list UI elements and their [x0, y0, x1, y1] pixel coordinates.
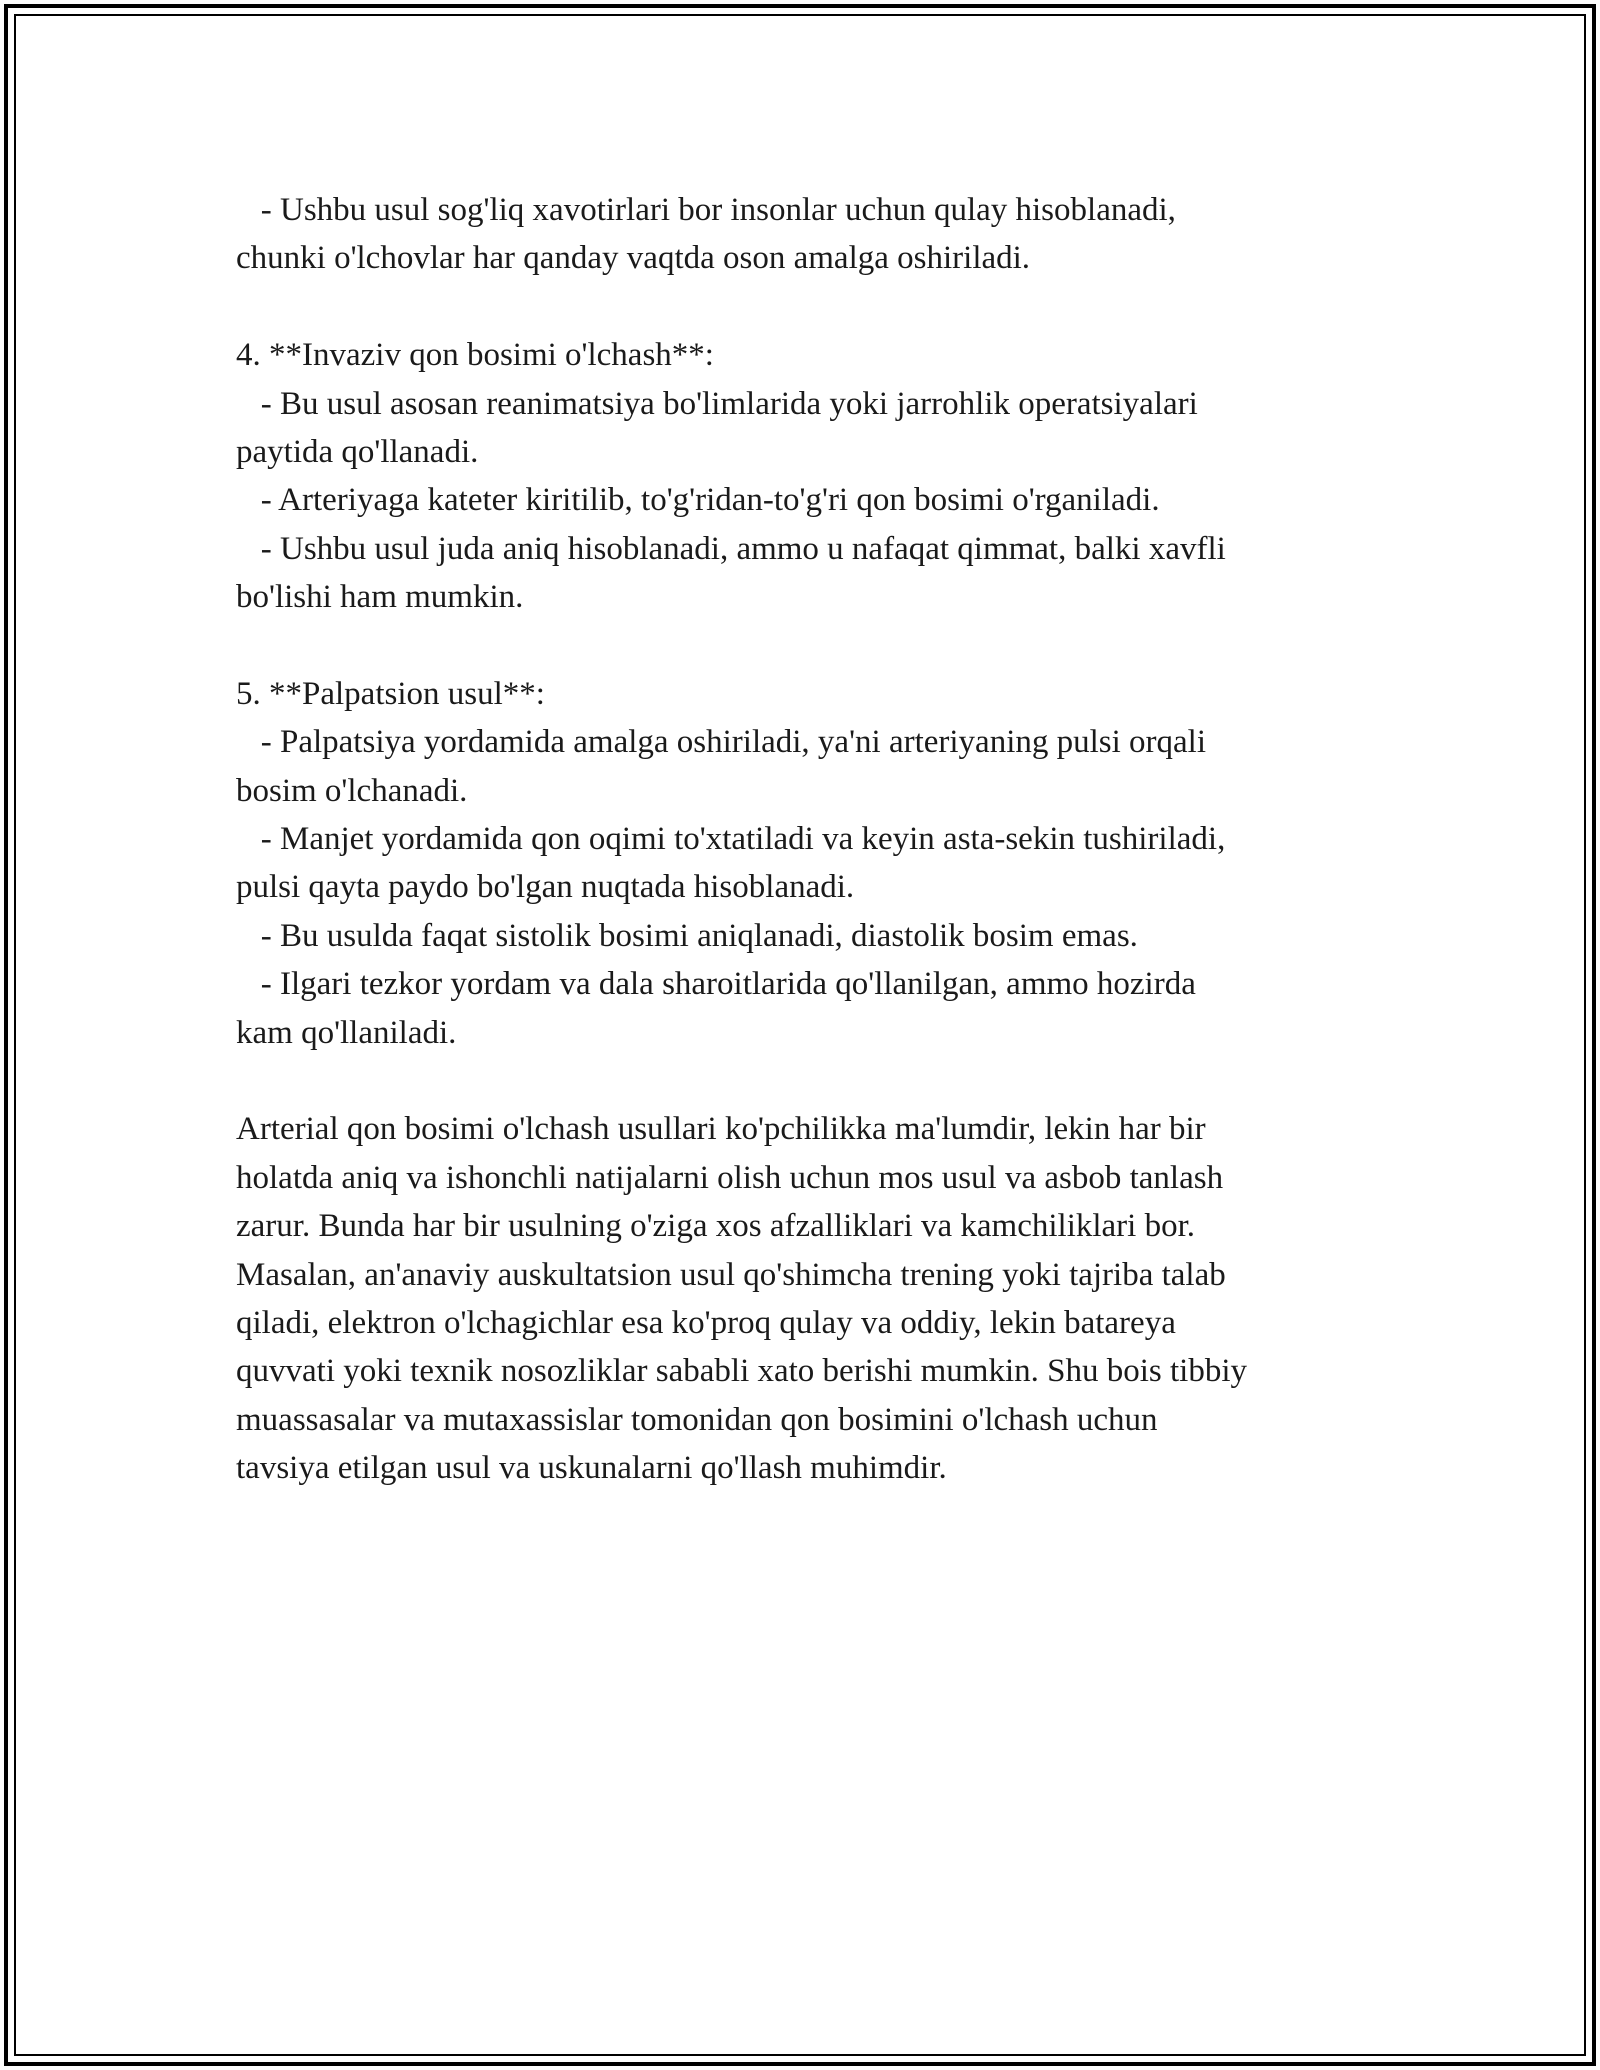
section-heading: 5. **Palpatsion usul**:: [236, 675, 545, 712]
text-line: chunki o'lchovlar har qanday vaqtda oson amalga oshiriladi.: [236, 240, 1031, 277]
text-line: - Ushbu usul juda aniq hisoblanadi, ammo u nafaqat qimmat, balki xavfli: [236, 530, 1226, 567]
paragraph-line: Arterial qon bosimi o'lchash usullari ko'pchilikka ma'lumdir, lekin har bir: [236, 1111, 1206, 1148]
paragraph-line: quvvati yoki texnik nosozliklar sababli xato berishi mumkin. Shu bois tibbiy: [236, 1353, 1247, 1390]
text-line: - Manjet yordamida qon oqimi to'xtatiladi va keyin asta-sekin tushiriladi,: [236, 821, 1226, 858]
text-line: pulsi qayta paydo bo'lgan nuqtada hisoblanadi.: [236, 869, 855, 906]
paragraph-line: Masalan, an'anaviy auskultatsion usul qo'shimcha trening yoki tajriba talab: [236, 1256, 1226, 1293]
text-line: - Ushbu usul sog'liq xavotirlari bor insonlar uchun qulay hisoblanadi,: [236, 192, 1176, 228]
text-line: bo'lishi ham mumkin.: [236, 579, 524, 616]
text-line: kam qo'llaniladi.: [236, 1014, 457, 1051]
blank-line: [236, 283, 1386, 331]
blank-line: [236, 1057, 1386, 1105]
text-line: - Ilgari tezkor yordam va dala sharoitlarida qo'llanilgan, ammo hozirda: [236, 966, 1196, 1003]
text-line: - Palpatsiya yordamida amalga oshiriladi, ya'ni arteriyaning pulsi orqali: [236, 724, 1207, 761]
paragraph-line: zarur. Bunda har bir usulning o'ziga xos afzalliklari va kamchiliklari bor.: [236, 1208, 1195, 1245]
text-line: - Bu usulda faqat sistolik bosimi aniqlanadi, diastolik bosim emas.: [236, 917, 1138, 954]
paragraph-line: holatda aniq va ishonchli natijalarni olish uchun mos usul va asbob tanlash: [236, 1159, 1224, 1196]
text-line: paytida qo'llanadi.: [236, 433, 479, 470]
document-body: [236, 186, 1386, 1493]
section-heading: 4. **Invaziv qon bosimi o'lchash**:: [236, 337, 714, 374]
blank-line: [236, 622, 1386, 670]
text-line: - Arteriyaga kateter kiritilib, to'g'ridan-to'g'ri qon bosimi o'rganiladi.: [236, 482, 1160, 519]
text-line: bosim o'lchanadi.: [236, 772, 468, 809]
paragraph-line: tavsiya etilgan usul va uskunalarni qo'llash muhimdir.: [236, 1450, 947, 1487]
paragraph-line: muassasalar va mutaxassislar tomonidan qon bosimini o'lchash uchun: [236, 1401, 1158, 1438]
paragraph-line: qiladi, elektron o'lchagichlar esa ko'proq qulay va oddiy, lekin batareya: [236, 1304, 1176, 1341]
text-line: - Bu usul asosan reanimatsiya bo'limlarida yoki jarrohlik operatsiyalari: [236, 385, 1198, 422]
